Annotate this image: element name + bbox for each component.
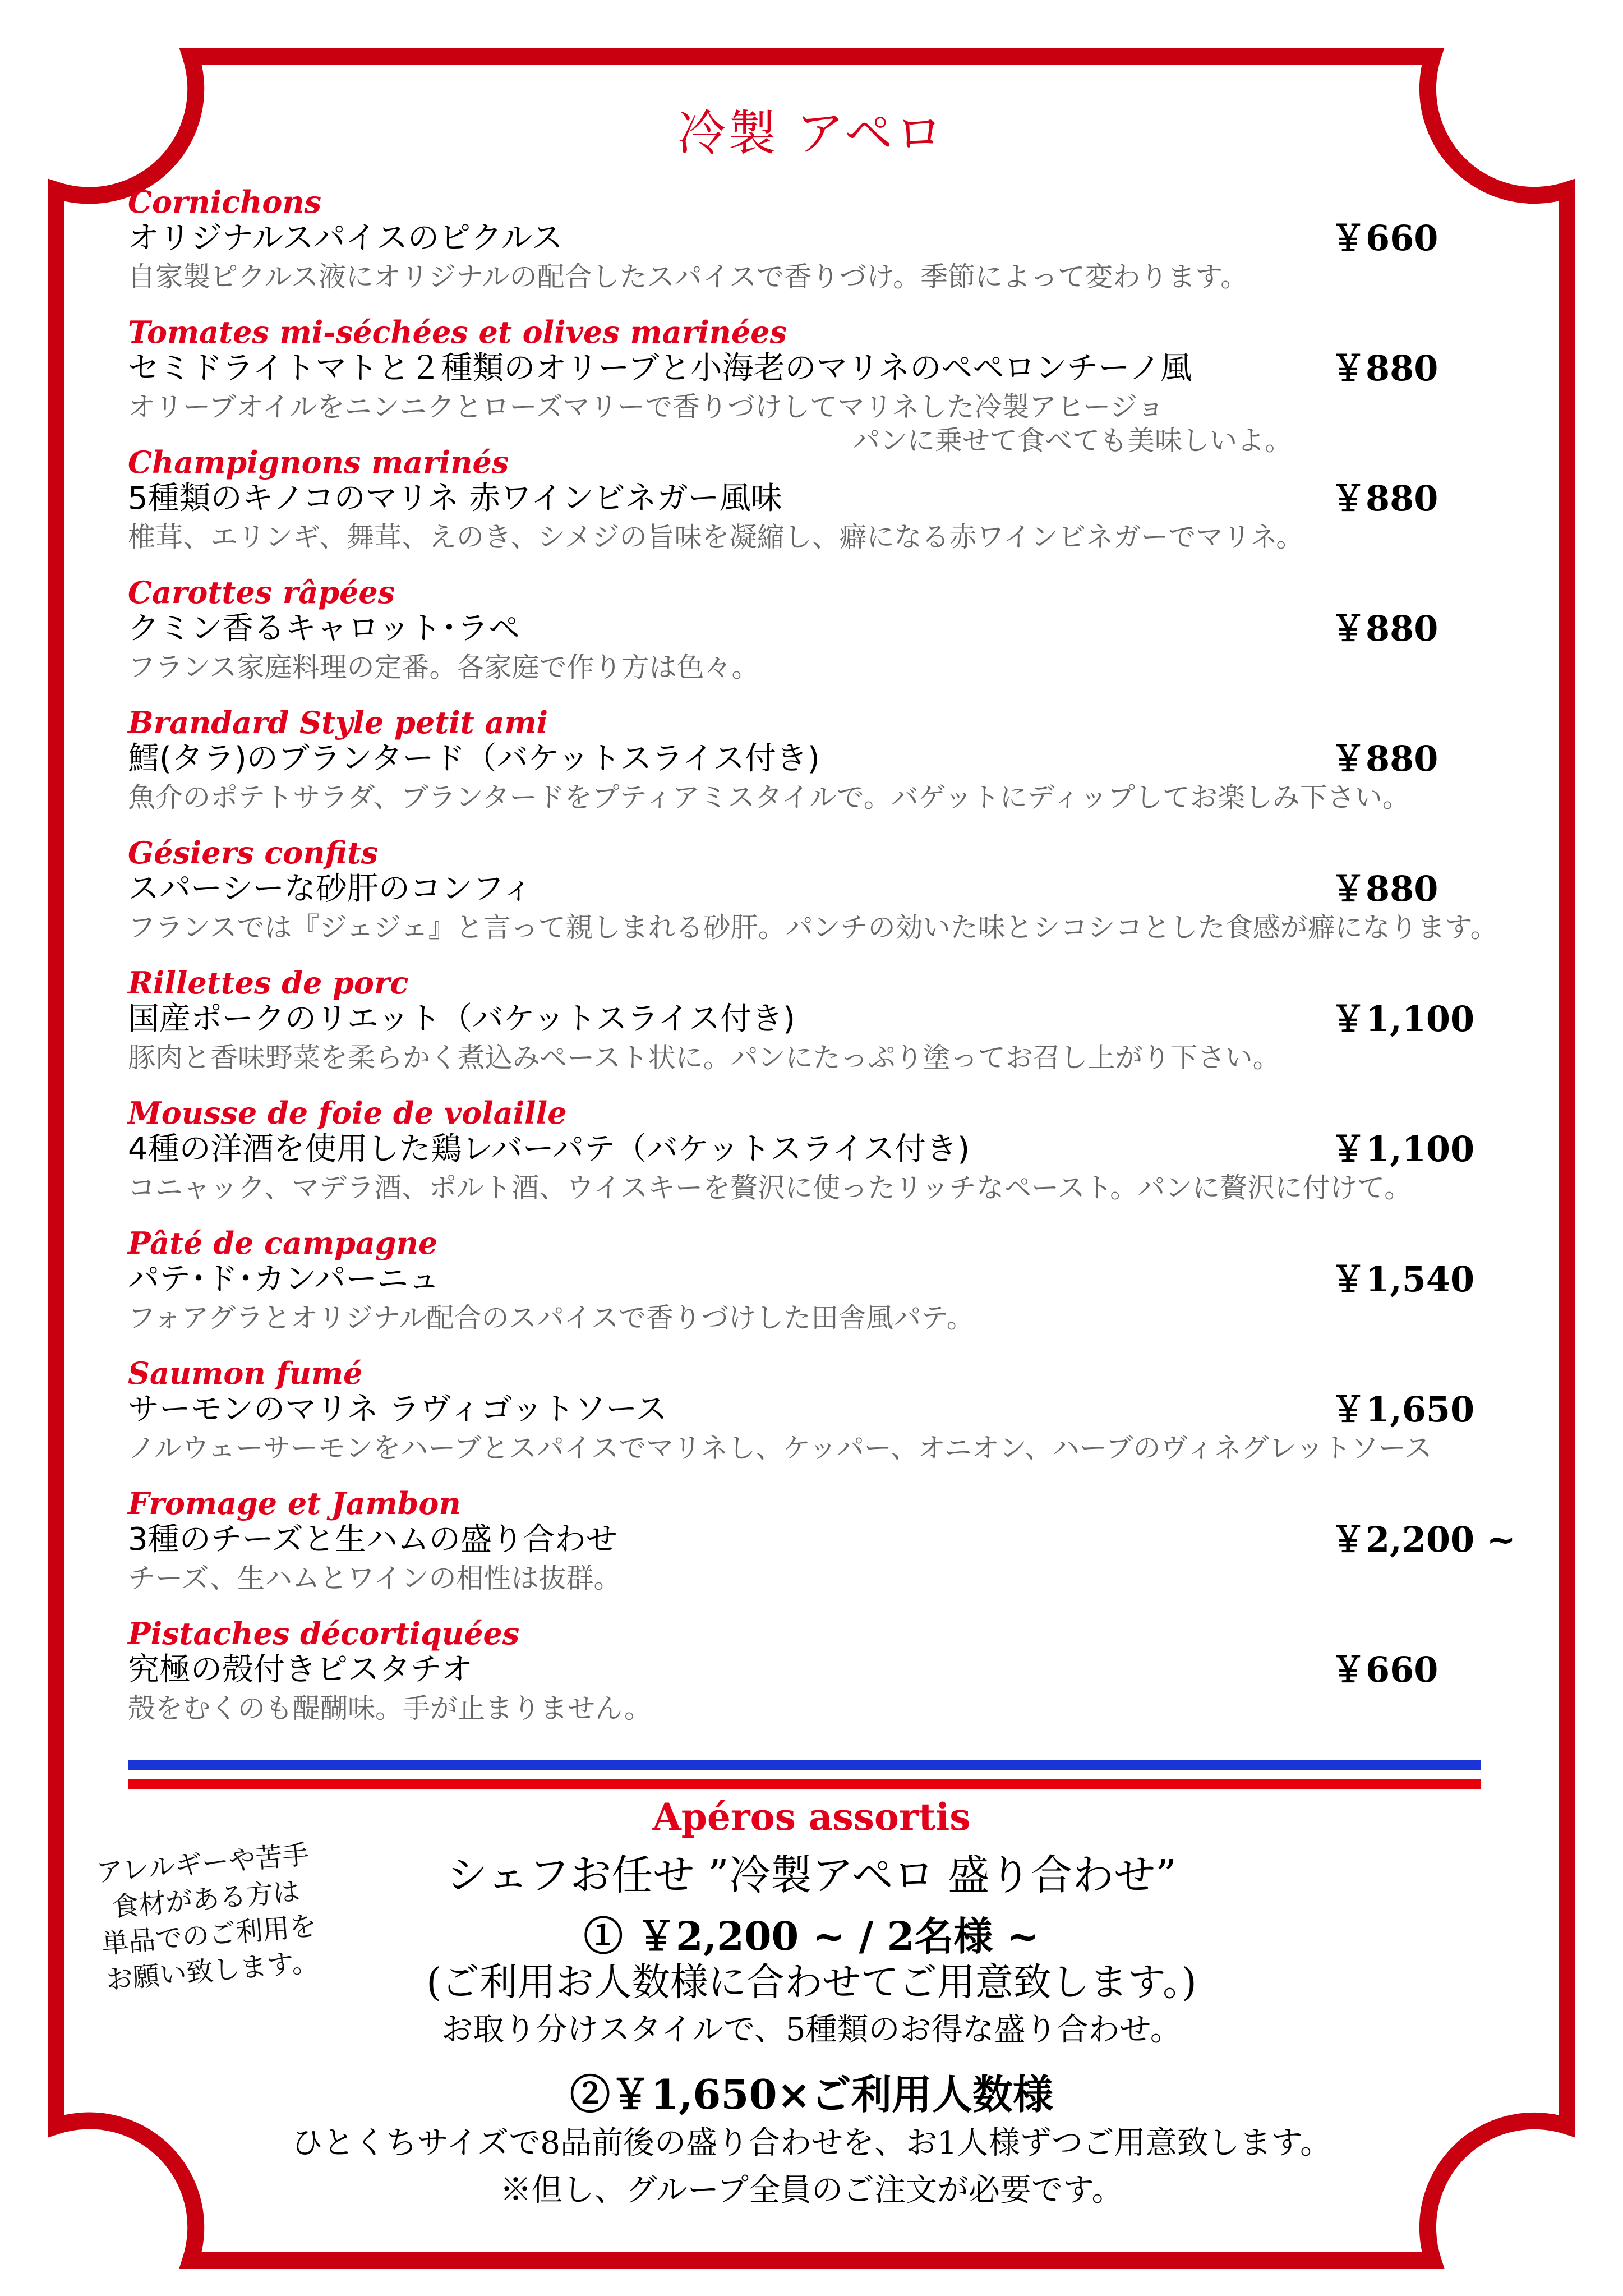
menu-item xyxy=(128,314,1564,457)
item-description: 椎茸、エリンギ、舞茸、えのき、シメジの旨味を凝縮し、癖になる赤ワインビネガーでマリネ。 xyxy=(128,521,1304,553)
item-description: チーズ、生ハムとワインの相性は抜群。 xyxy=(128,1562,621,1594)
option-2-note: ※但し、グループ全員のご注文が必要です。 xyxy=(500,2172,1123,2208)
item-price: ￥880 xyxy=(1331,738,1438,779)
item-french-name: Cornichons xyxy=(128,184,322,220)
menu-item xyxy=(128,1225,1564,1355)
item-price: ￥880 xyxy=(1331,608,1438,649)
item-price: ￥880 xyxy=(1331,348,1438,389)
menu-item xyxy=(128,1095,1564,1225)
item-french-name: Mousse de foie de volaille xyxy=(128,1095,567,1131)
item-price: ￥660 xyxy=(1331,218,1438,259)
allergy-note-line: お願い致します。 xyxy=(104,1946,320,1996)
item-french-name: Brandard Style petit ami xyxy=(128,705,548,740)
item-french-name: Pistaches décortiquées xyxy=(128,1616,520,1651)
option-1-price: ① ￥2,200 ~ / 2名様 ~ xyxy=(583,1913,1040,1959)
item-price: ￥2,200 ~ xyxy=(1331,1519,1516,1560)
item-french-name: Saumon fumé xyxy=(128,1355,363,1391)
item-french-name: Pâté de campagne xyxy=(128,1225,438,1261)
item-description: フランスでは『ジェジェ』と言って親しまれる砂肝。パンチの効いた味とシコシコとした食感が癖になります。 xyxy=(128,912,1498,944)
item-price: ￥1,100 xyxy=(1331,999,1475,1039)
item-description: ノルウェーサーモンをハーブとスパイスでマリネし、ケッパー、オニオン、ハーブのヴィネグレットソース xyxy=(128,1432,1432,1464)
menu-item xyxy=(128,184,1564,314)
page-title: 冷製 アペロ xyxy=(677,105,946,162)
item-japanese-name: 国産ポークのリエット（バケットスライス付き) xyxy=(128,1001,796,1037)
menu-item xyxy=(128,1485,1564,1616)
option-2-description: ひとくちサイズで8品前後の盛り合わせを、お1人様ずつご用意致します。 xyxy=(291,2125,1332,2161)
menu-item xyxy=(128,835,1564,965)
item-description: 自家製ピクルス液にオリジナルの配合したスパイスで香りづけ。季節によって変わります。 xyxy=(128,261,1248,293)
item-french-name: Fromage et Jambon xyxy=(128,1485,461,1521)
item-description: コニャック、マデラ酒、ポルト酒、ウイスキーを贅沢に使ったリッチなペースト。パンに贅沢に付けて。 xyxy=(128,1172,1412,1204)
flag-stripe-red xyxy=(128,1779,1481,1789)
item-japanese-name: パテ･ド･カンパーニュ xyxy=(128,1261,440,1297)
option-2-price: ②￥1,650×ご利用人数様 xyxy=(570,2070,1053,2118)
menu-item xyxy=(128,965,1564,1095)
allergy-note-line: 食材がある方は xyxy=(110,1875,302,1924)
item-price: ￥880 xyxy=(1331,868,1438,909)
item-description: フランス家庭料理の定番。各家庭で作り方は色々。 xyxy=(128,651,759,683)
item-description: 殻をむくのも醍醐味。手が止まりません。 xyxy=(128,1692,652,1724)
flag-stripe-blue xyxy=(128,1760,1481,1770)
item-french-name: Champignons marinés xyxy=(128,444,509,480)
item-french-name: Rillettes de porc xyxy=(128,965,409,1001)
item-price: ￥880 xyxy=(1331,478,1438,519)
item-japanese-name: 4種の洋酒を使用した鶏レバーパテ（バケットスライス付き) xyxy=(128,1131,970,1167)
item-price: ￥1,540 xyxy=(1331,1259,1475,1300)
menu-item xyxy=(128,1616,1564,1746)
item-japanese-name: 3種のチーズと生ハムの盛り合わせ xyxy=(128,1521,617,1558)
option-1-description: お取り分けスタイルで、5種類のお得な盛り合わせ。 xyxy=(441,2012,1182,2048)
item-french-name: Tomates mi-séchées et olives marinées xyxy=(128,314,787,350)
item-price: ￥660 xyxy=(1331,1649,1438,1690)
menu-item xyxy=(128,1355,1564,1485)
item-price: ￥1,100 xyxy=(1331,1129,1475,1170)
item-description: フォアグラとオリジナル配合のスパイスで香りづけした田舎風パテ。 xyxy=(128,1302,974,1334)
item-description: 魚介のポテトサラダ、ブランタードをプティアミスタイルで。バゲットにディップしてお楽しみ下さい。 xyxy=(128,781,1410,813)
option-1-note: (ご利用お人数様に合わせてご用意致します。) xyxy=(426,1961,1197,2005)
item-japanese-name: オリジナルスパイスのピクルス xyxy=(128,220,563,256)
item-japanese-name: 5種類のキノコのマリネ 赤ワインビネガー風味 xyxy=(128,480,782,517)
allergy-note-line: アレルギーや苦手 xyxy=(95,1838,311,1889)
item-japanese-name: 究極の殻付きピスタチオ xyxy=(128,1651,473,1688)
item-french-name: Carottes râpées xyxy=(128,574,395,610)
item-japanese-name: クミン香るキャロット･ラペ xyxy=(128,610,520,647)
item-description-continued: パンに乗せて食べても美味しいよ。 xyxy=(852,425,1293,457)
menu-item xyxy=(128,574,1564,705)
assortis-heading: Apéros assortis xyxy=(652,1795,971,1839)
item-price: ￥1,650 xyxy=(1331,1389,1475,1430)
item-japanese-name: 鱈(タラ)のブランタード（バケットスライス付き) xyxy=(128,740,820,777)
item-japanese-name: セミドライトマトと２種類のオリーブと小海老のマリネのペペロンチーノ風 xyxy=(128,350,1192,386)
menu-item xyxy=(128,705,1564,835)
menu-item xyxy=(128,444,1564,574)
allergy-note-line: 単品でのご利用を xyxy=(100,1910,318,1961)
item-description: 豚肉と香味野菜を柔らかく煮込みペースト状に。パンにたっぷり塗ってお召し上がり下さい。 xyxy=(128,1042,1280,1074)
item-french-name: Gésiers confits xyxy=(128,835,379,871)
assortis-subtitle: シェフお任せ ”冷製アペロ 盛り合わせ” xyxy=(446,1851,1177,1899)
item-japanese-name: サーモンのマリネ ラヴィゴットソース xyxy=(128,1391,667,1428)
item-description: オリーブオイルをニンニクとローズマリーで香りづけしてマリネした冷製アヒージョ xyxy=(128,391,1165,423)
allergy-note xyxy=(73,1834,343,2000)
item-japanese-name: スパーシーな砂肝のコンフィ xyxy=(128,871,533,907)
